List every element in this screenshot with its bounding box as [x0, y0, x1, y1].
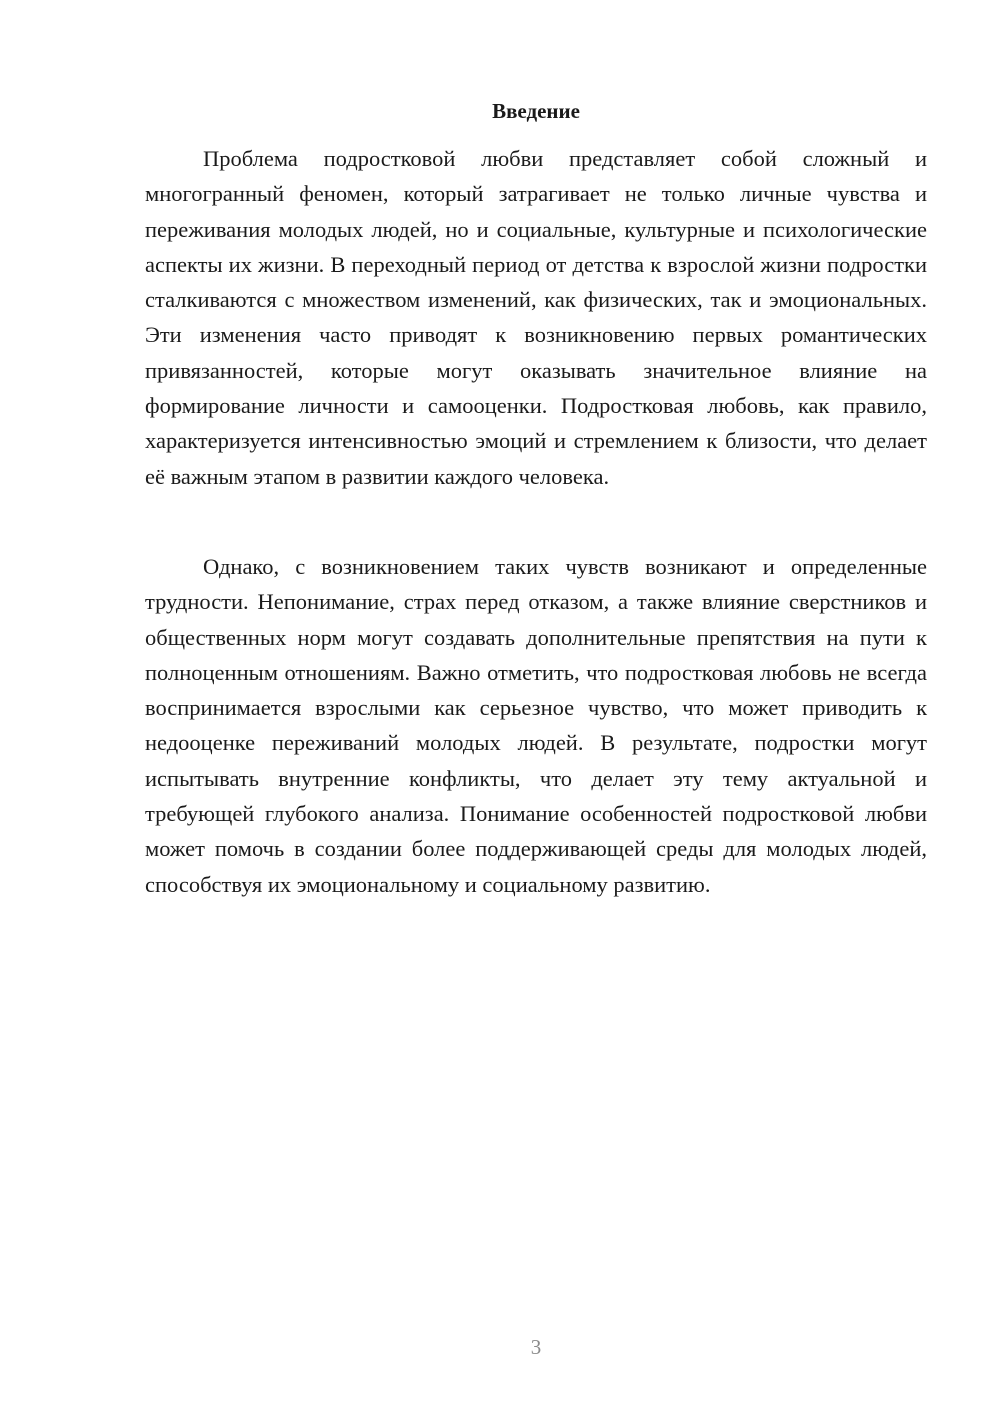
section-heading: Введение	[492, 99, 580, 123]
paragraph-1-block	[145, 141, 927, 494]
paragraph-2-block	[145, 549, 927, 902]
page-number: 3	[530, 1335, 542, 1359]
paragraph-1: Проблема подростковой любви представляет собой сложный и многогранный феномен, который затрагивает не только личные чувства и переживания молодых людей, но и социальные, культурные и психологические аспекты их жизни. В переходный период от детства к взрослой жизни подростки сталкиваются с множеством изменений, как физических, так и эмоциональных. Эти изменения часто приводят к возникновению первых романтических привязанностей, которые могут оказывать значительное влияние на формирование личности и самооценки. Подростковая любовь, как правило, характеризуется интенсивностью эмоций и стремлением к близости, что делает её важным этапом в развитии каждого человека.	[145, 146, 927, 489]
paragraph-2: Однако, с возникновением таких чувств возникают и определенные трудности. Непонимание, страх перед отказом, а также влияние сверстников и общественных норм могут создавать дополнительные препятствия на пути к полноценным отношениям. Важно отметить, что подростковая любовь не всегда воспринимается взрослыми как серьезное чувство, что может приводить к недооценке переживаний молодых людей. В результате, подростки могут испытывать внутренние конфликты, что делает эту тему актуальной и требующей глубокого анализа. Понимание особенностей подростковой любви может помочь в создании более поддерживающей среды для молодых людей, способствуя их эмоциональному и социальному развитию.	[145, 554, 927, 897]
